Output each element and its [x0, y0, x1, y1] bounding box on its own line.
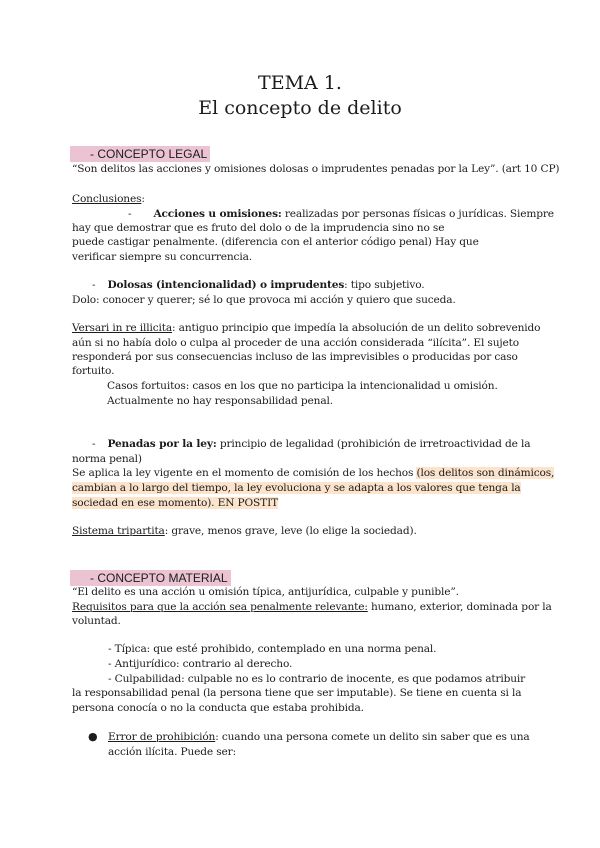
acciones-dash: -	[128, 208, 132, 220]
section-heading-material: - CONCEPTO MATERIAL	[70, 570, 231, 586]
dolosas-term: Dolosas (intencionalidad) o imprudentes	[107, 279, 345, 291]
acciones-text: realizadas por personas físicas o jurídicas. Siempre	[281, 208, 554, 220]
conclusiones-colon: :	[141, 193, 145, 205]
legal-quote: “Son delitos las acciones y omisiones dolosas o imprudentes penadas por la Ley”. (art 10 CP)	[72, 163, 560, 175]
section-heading-legal: - CONCEPTO LEGAL	[70, 146, 210, 162]
document-subtitle: El concepto de delito	[198, 97, 402, 119]
error-line-2: acción ilícita. Puede ser:	[108, 746, 237, 758]
versari-term: Versari in re illicita	[72, 322, 173, 334]
antijuridico-line: - Antijurídico: contrario al derecho.	[108, 658, 293, 670]
versari-text: : antiguo principio que impedía la absolución de un delito sobrevenido	[172, 322, 541, 334]
conclusiones-line	[72, 192, 145, 207]
versari-line-3: responderá por sus consecuencias incluso de las imprevisibles o producidas por caso	[72, 351, 518, 363]
bullet-icon: ●	[88, 730, 98, 743]
error-line-1	[108, 730, 530, 745]
penadas-term: Penadas por la ley:	[107, 438, 217, 450]
acciones-line-4: verificar siempre su concurrencia.	[72, 251, 252, 263]
sistema-term: Sistema tripartita	[72, 525, 165, 537]
requisitos-text: humano, exterior, dominada por la	[367, 601, 552, 613]
requisitos-line-1	[72, 600, 552, 615]
dolosas-dash: -	[92, 279, 96, 291]
penadas-line-2: norma penal)	[72, 453, 142, 465]
document-title: TEMA 1.	[258, 72, 342, 94]
versari-line-2: aún si no había dolo o culpa al proceder de una acción considerada “ilícita”. El sujeto	[72, 337, 519, 349]
penadas-text: principio de legalidad (prohibición de irretroactividad de la	[216, 438, 531, 450]
material-quote: “El delito es una acción u omisión típica, antijurídica, culpable y punible”.	[72, 586, 459, 598]
error-text: : cuando una persona comete un delito sin saber que es una	[215, 731, 530, 743]
versari-line-4: fortuito.	[72, 365, 115, 377]
casos-line-2: Actualmente no hay responsabilidad penal.	[107, 395, 333, 407]
error-term: Error de prohibición	[108, 731, 216, 743]
aplica-text: Se aplica la ley vigente en el momento de comisión de los hechos	[72, 467, 417, 479]
acciones-line-2: hay que demostrar que es fruto del dolo o de la imprudencia sino no se	[72, 222, 445, 234]
conclusiones-label: Conclusiones	[72, 193, 142, 205]
aplica-highlight-3: sociedad en ese momento). EN POSTIT	[72, 497, 279, 509]
acciones-line-3: puede castigar penalmente. (diferencia con el anterior código penal) Hay que	[72, 236, 479, 248]
culpabilidad-line-2: la responsabilidad penal (la persona tiene que ser imputable). Se tiene en cuenta si la	[72, 687, 522, 699]
dolosas-line	[92, 278, 425, 293]
penadas-line-1	[92, 437, 530, 452]
aplica-line-1	[72, 466, 554, 481]
aplica-line-2	[72, 481, 521, 496]
aplica-line-3	[72, 496, 278, 511]
aplica-highlight: (los delitos son dinámicos,	[416, 467, 555, 479]
sistema-line	[72, 524, 417, 539]
sistema-text: : grave, menos grave, leve (lo elige la sociedad).	[164, 525, 417, 537]
culpabilidad-line-1: - Culpabilidad: culpable no es lo contrario de inocente, es que podamos atribuir	[108, 673, 526, 685]
penadas-dash: -	[92, 438, 96, 450]
dolo-line: Dolo: conocer y querer; sé lo que provoca mi acción y quiero que suceda.	[72, 294, 456, 306]
acciones-term: Acciones u omisiones:	[153, 208, 282, 220]
aplica-highlight-2: cambian a lo largo del tiempo, la ley evoluciona y se adapta a los valores que tenga la	[72, 482, 521, 494]
dolosas-text: : tipo subjetivo.	[344, 279, 425, 291]
culpabilidad-line-3: persona conocía o no la conducta que estaba prohibida.	[72, 702, 364, 714]
requisitos-line-2: voluntad.	[72, 615, 121, 627]
versari-line-1	[72, 321, 540, 336]
tipica-line: - Típica: que esté prohibido, contemplado en una norma penal.	[108, 643, 437, 655]
acciones-line	[128, 207, 554, 222]
requisitos-term: Requisitos para que la acción sea penalmente relevante:	[72, 601, 368, 613]
casos-line-1: Casos fortuitos: casos en los que no participa la intencionalidad u omisión.	[107, 380, 498, 392]
